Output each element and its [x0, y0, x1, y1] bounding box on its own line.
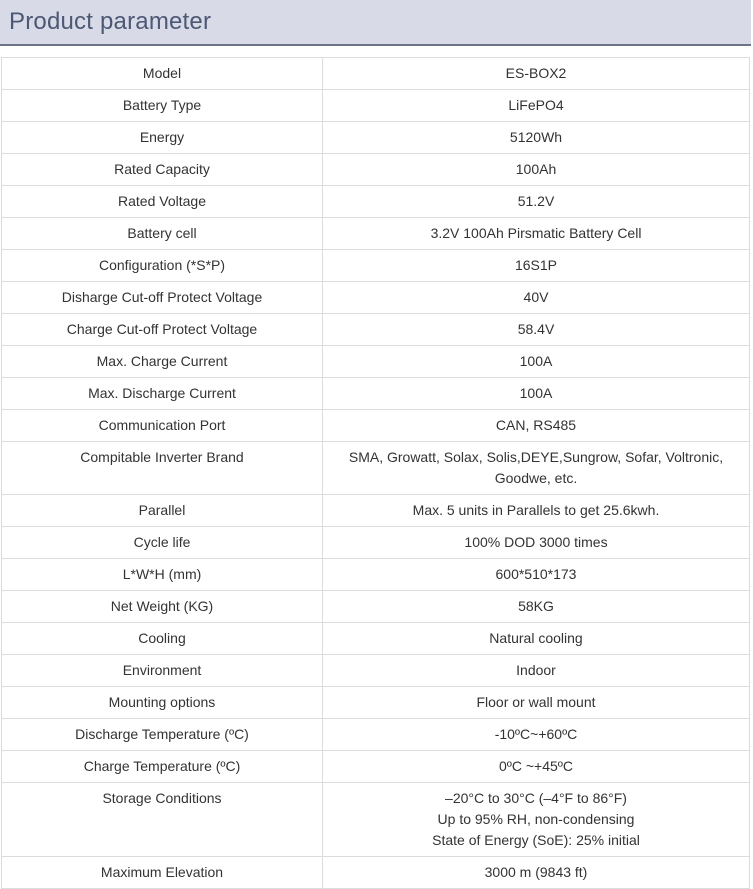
parameter-value	[323, 751, 750, 783]
parameter-value-line: -10ºC~+60ºC	[494, 726, 578, 742]
parameter-value	[323, 282, 750, 314]
parameter-value-line: –20°C to 30°C (–4°F to 86°F)	[445, 790, 627, 806]
parameter-value-line: 5120Wh	[509, 129, 563, 145]
table-row	[2, 783, 750, 857]
table-row	[2, 282, 750, 314]
table-row	[2, 527, 750, 559]
parameter-value	[323, 783, 750, 857]
table-row	[2, 58, 750, 90]
parameter-label: Cycle life	[2, 527, 323, 559]
parameter-value	[323, 719, 750, 751]
parameter-value-line: 40V	[523, 289, 549, 305]
parameter-label: Communication Port	[2, 410, 323, 442]
parameter-value	[323, 122, 750, 154]
section-header	[0, 0, 751, 46]
parameter-value-line: 3000 m (9843 ft)	[484, 864, 588, 880]
parameter-value	[323, 655, 750, 687]
parameter-value-line: 16S1P	[514, 257, 558, 273]
parameter-value-line: 600*510*173	[495, 566, 577, 582]
parameter-value	[323, 250, 750, 282]
parameter-value	[323, 154, 750, 186]
parameter-value-line: CAN, RS485	[495, 417, 577, 433]
parameter-value	[323, 90, 750, 122]
parameter-value	[323, 623, 750, 655]
parameter-value-line: Up to 95% RH, non-condensing	[437, 811, 635, 827]
table-row	[2, 591, 750, 623]
table-row	[2, 154, 750, 186]
table-row	[2, 623, 750, 655]
parameter-label: Max. Discharge Current	[2, 378, 323, 410]
parameter-label: Model	[2, 58, 323, 90]
parameter-value	[323, 687, 750, 719]
table-row	[2, 378, 750, 410]
parameter-value	[323, 410, 750, 442]
table-row	[2, 410, 750, 442]
parameter-value-line: 51.2V	[517, 193, 555, 209]
parameter-value	[323, 442, 750, 495]
parameter-value	[323, 346, 750, 378]
parameter-value-line: 100% DOD 3000 times	[464, 534, 608, 550]
table-row	[2, 250, 750, 282]
table-row	[2, 751, 750, 783]
parameter-value-line: Max. 5 units in Parallels to get 25.6kwh.	[412, 502, 660, 518]
table-row	[2, 719, 750, 751]
parameter-label: Rated Voltage	[2, 186, 323, 218]
parameter-label: Rated Capacity	[2, 154, 323, 186]
parameter-value-line: LiFePO4	[508, 97, 564, 113]
table-row	[2, 122, 750, 154]
parameter-label: Storage Conditions	[2, 783, 323, 857]
table-row	[2, 346, 750, 378]
parameter-label: Net Weight (KG)	[2, 591, 323, 623]
parameter-value	[323, 527, 750, 559]
table-row	[2, 495, 750, 527]
parameter-value	[323, 591, 750, 623]
parameter-label: Environment	[2, 655, 323, 687]
parameter-value-line: ES-BOX2	[505, 65, 567, 81]
parameter-value	[323, 186, 750, 218]
parameter-value-line: 58.4V	[517, 321, 555, 337]
table-row	[2, 857, 750, 889]
header-spacer	[0, 46, 753, 57]
parameter-table-body	[2, 58, 750, 889]
section-title: Product parameter	[9, 8, 212, 35]
parameter-value	[323, 495, 750, 527]
parameter-value	[323, 857, 750, 889]
parameter-value-line: 100Ah	[515, 161, 557, 177]
parameter-label: Compitable Inverter Brand	[2, 442, 323, 495]
parameter-label: Mounting options	[2, 687, 323, 719]
parameter-value-line: State of Energy (SoE): 25% initial	[432, 832, 640, 848]
parameter-value-line: 3.2V 100Ah Pirsmatic Battery Cell	[430, 225, 642, 241]
parameter-value-line: Floor or wall mount	[476, 694, 596, 710]
parameter-value-line: 0ºC ~+45ºC	[498, 758, 574, 774]
parameter-label: Disharge Cut-off Protect Voltage	[2, 282, 323, 314]
parameter-value	[323, 58, 750, 90]
parameter-value-line: Indoor	[516, 662, 556, 678]
parameter-label: Charge Temperature (ºC)	[2, 751, 323, 783]
parameter-label: Parallel	[2, 495, 323, 527]
table-row	[2, 314, 750, 346]
parameter-table	[1, 57, 750, 889]
table-row	[2, 559, 750, 591]
parameter-value-line: Natural cooling	[489, 630, 583, 646]
table-row	[2, 90, 750, 122]
parameter-value-line: Goodwe, etc.	[494, 470, 578, 486]
parameter-label: Battery cell	[2, 218, 323, 250]
parameter-value	[323, 378, 750, 410]
parameter-label: Charge Cut-off Protect Voltage	[2, 314, 323, 346]
table-row	[2, 186, 750, 218]
parameter-value	[323, 314, 750, 346]
parameter-label: Energy	[2, 122, 323, 154]
parameter-label: Max. Charge Current	[2, 346, 323, 378]
parameter-label: Configuration (*S*P)	[2, 250, 323, 282]
parameter-value-line: 100A	[519, 385, 553, 401]
parameter-label: Maximum Elevation	[2, 857, 323, 889]
table-row	[2, 442, 750, 495]
parameter-value-line: 100A	[519, 353, 553, 369]
table-row	[2, 655, 750, 687]
parameter-label: Cooling	[2, 623, 323, 655]
table-row	[2, 687, 750, 719]
parameter-label: L*W*H (mm)	[2, 559, 323, 591]
parameter-label: Battery Type	[2, 90, 323, 122]
parameter-value-line: SMA, Growatt, Solax, Solis,DEYE,Sungrow, Sofar, Voltronic,	[348, 449, 724, 465]
parameter-value-line: 58KG	[518, 598, 554, 614]
parameter-label: Discharge Temperature (ºC)	[2, 719, 323, 751]
table-row	[2, 218, 750, 250]
parameter-value	[323, 218, 750, 250]
parameter-value	[323, 559, 750, 591]
